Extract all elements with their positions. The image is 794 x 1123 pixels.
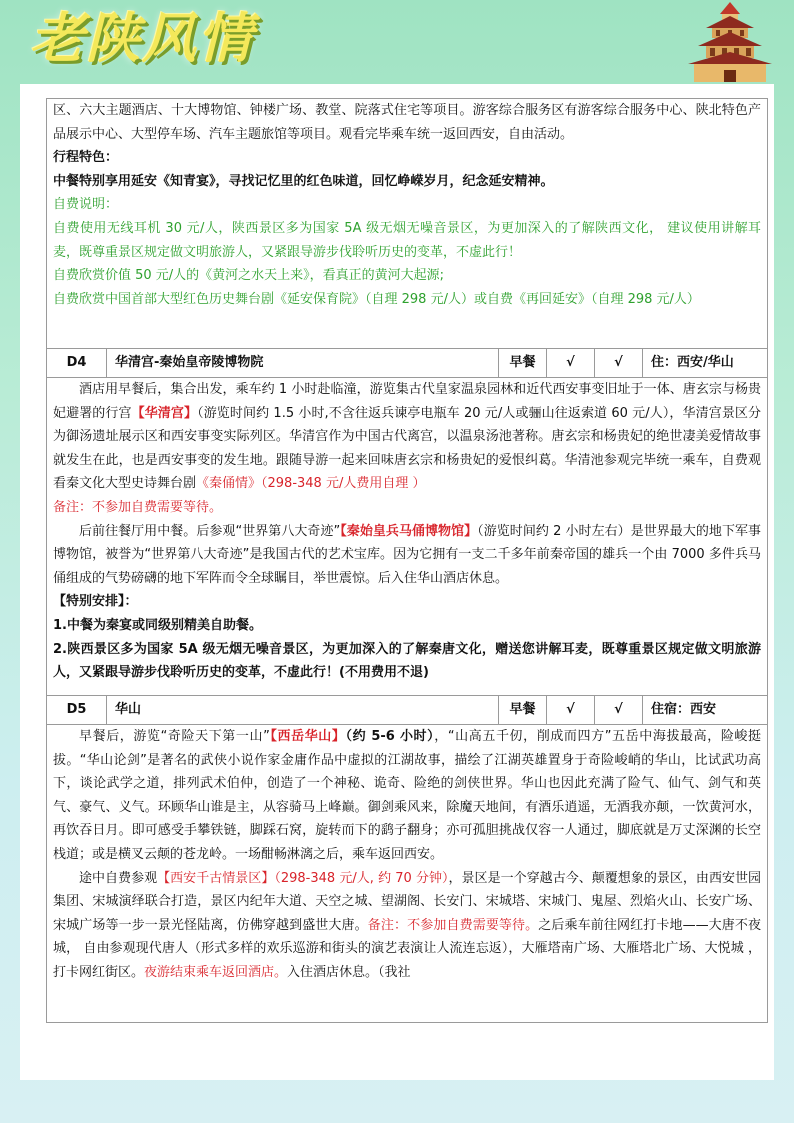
- selfpay-item: 自费欣赏中国首部大型红色历史舞台剧《延安保育院》（自理 298 元/人）或自费《再回延安》（自理 298 元/人）: [53, 291, 700, 307]
- duration-text: （约 5-6 小时）: [345, 729, 435, 744]
- day5-details-row: [47, 725, 768, 1023]
- feature-heading: 行程特色：: [53, 150, 119, 166]
- text-segment: 早餐后，游览“奇险天下第一山”: [79, 729, 270, 744]
- night-tour-note: 夜游结束乘车返回酒店。: [144, 964, 288, 980]
- text-segment: （游览时间约 1.5 小时,不含往返兵谏亭电瓶车 20 元/人或骊山往返索道 60 元/人），华清宫景区分为御汤遗址展示区和西安事变实际列区。华清宫作为中国古代离宫，以温泉汤池著称。唐玄宗和杨贵妃的绝世凄美爱情故事就发生在此，也是西安事变的发生地。跟随导游一起来回味唐玄宗和杨贵妃的爱恨纠葛。华清池参观完毕统一乘车，自费观看秦文化大型史诗舞台剧: [53, 405, 762, 492]
- itinerary-card: [20, 84, 774, 1080]
- day4-header-row: [47, 349, 768, 378]
- day3-intro-text: 区、六大主题酒店、十大博物馆、钟楼广场、教堂、院落式住宅等项目。游客综合服务区有游客综合服务中心、陕北特色产品展示中心、大型停车场、汽车主题旅馆等项目。观看完毕乘车统一返回西安，自由活动。: [53, 103, 762, 142]
- day5-header-row: [47, 696, 768, 725]
- day-title: 华清宫-秦始皇帝陵博物院: [107, 349, 499, 378]
- bell-tower-icon: [680, 0, 780, 82]
- text-segment: 后前往餐厅用中餐。后参观“世界第八大奇迹”: [79, 523, 341, 539]
- lunch-check: √: [547, 349, 595, 378]
- text-segment: 入住酒店休息。（我社: [287, 964, 411, 980]
- show-price: 《秦俑情》（298-348 元/人费用自理 ）: [196, 476, 426, 492]
- itinerary-table: [46, 98, 768, 1023]
- attraction-highlight: 【华清宫】: [131, 405, 198, 421]
- selfpay-heading: 自费说明：: [53, 197, 119, 213]
- day4-paragraph-2: [53, 520, 761, 591]
- day4-details-row: [47, 378, 768, 696]
- day5-paragraph-1: [53, 725, 761, 867]
- special-heading: 【特别安排】：: [53, 594, 138, 610]
- day-title: 华山: [107, 696, 499, 725]
- meal-label: 早餐: [499, 349, 547, 378]
- day5-paragraph-2: [53, 867, 761, 985]
- selfpay-note: 备注：不参加自费需要等待。: [53, 499, 223, 515]
- day-number: D4: [47, 349, 107, 378]
- text-segment: （游览时间约 2 小时左右）是世界最大的地下军事博物馆，被誉为“世界第八大奇迹”是我国古代的艺术宝库。因为它拥有一支二千多年前秦帝国的雄兵一个由 7000 多件兵马俑组成的气势磅礴的地下军阵而令全球瞩目，举世震惊。后入住华山酒店休息。: [53, 523, 762, 586]
- special-item: 1.中餐为秦宴或同级别精美自助餐。: [53, 617, 262, 633]
- meal-label: 早餐: [499, 696, 547, 725]
- text-segment: 之后乘车前往网红打卡地——大唐不夜城， 自由参观现代唐人（形式多样的欢乐巡游和街头的演艺表演让人流连忘返），大雁塔南广场、大雁塔北广场、大悦城 ，打卡网红街区。: [53, 917, 762, 980]
- special-item: 2.陕西景区多为国家 5A 级无烟无噪音景区，为更加深入的了解秦唐文化，赠送您讲解耳麦，既尊重景区规定做文明旅游人，又紧跟导游步伐聆听历史的变革，不虚此行！(不用费用不退): [53, 641, 762, 681]
- selfpay-item: 自费使用无线耳机 30 元/人，陕西景区多为国家 5A 级无烟无噪音景区，为更加深入的了解陕西文化， 建议使用讲解耳麦，既尊重景区规定做文明旅游人，又紧跟导游步伐聆听历史的变革，不虚此行！: [53, 220, 762, 260]
- text-segment: 途中自费参观: [79, 870, 158, 886]
- dinner-check: √: [595, 349, 643, 378]
- day3-details-row: [47, 99, 768, 349]
- dinner-check: √: [595, 696, 643, 725]
- attraction-highlight: 【西安千古情景区】（298-348 元/人, 约 70 分钟）: [157, 870, 449, 886]
- day4-paragraph-1: [53, 378, 761, 496]
- accommodation: 住：西安/华山: [643, 349, 768, 378]
- selfpay-note: 备注：不参加自费需要等待。: [367, 917, 539, 933]
- lunch-check: √: [547, 696, 595, 725]
- attraction-highlight: 【秦始皇兵马俑博物馆】: [340, 523, 478, 539]
- selfpay-item: 自费欣赏价值 50 元/人的《黄河之水天上来》，看真正的黄河大起源;: [53, 268, 445, 284]
- text-segment: ，“山高五千仞，削成而四方”五岳中海拔最高，险峻挺拔。“华山论剑”是著名的武侠小说作家金庸作品中虚拟的江湖故事，描绘了江湖英雄置身于奇险峻峭的华山，比试武功高下，谈论武学之道，排列武术伯仲，创造了一个神秘、诡奇、险绝的剑侠世界。华山也因此充满了险气、仙气、剑气和英气、豪气、义气。环顾华山谁是主，从容骑马上峰巅。御剑乘风来，除魔天地间，有酒乐逍遥，无酒我亦颠，一饮黄河水，再饮吞日月。即可感受手攀铁链，脚踩石窝，旋转而下的鹞子翻身；亦可孤胆挑战仅容一人通过，脚底就是万丈深渊的长空栈道；或是横叉云颠的苍龙岭。一场酣畅淋漓之后，乘车返回西安。: [53, 729, 762, 862]
- text-segment: 酒店用早餐后，集合出发，乘车约 1 小时赴临潼，游览集古代皇家温泉园林和近代西安事变旧址于一体、唐玄宗与杨贵妃避署的行宫: [53, 382, 762, 421]
- brand-title: 老陕风情: [30, 7, 254, 70]
- feature-text: 中餐特别享用延安《知青宴》，寻找记忆里的红色味道，回忆峥嵘岁月，纪念延安精神。: [53, 173, 554, 189]
- day-number: D5: [47, 696, 107, 725]
- accommodation: 住宿：西安: [643, 696, 768, 725]
- text-segment: ，景区是一个穿越古今、颠覆想象的景区，由西安世园集团、宋城演绎联合打造，景区内纪年大道、天空之城、望湖阁、长安门、宋城塔、宋城门、鬼屋、烈焰火山、长安广场、宋城广场等一步一景光怪陆离，仿佛穿越到盛世大唐。: [53, 870, 762, 933]
- attraction-highlight: 【西岳华山】: [269, 729, 346, 744]
